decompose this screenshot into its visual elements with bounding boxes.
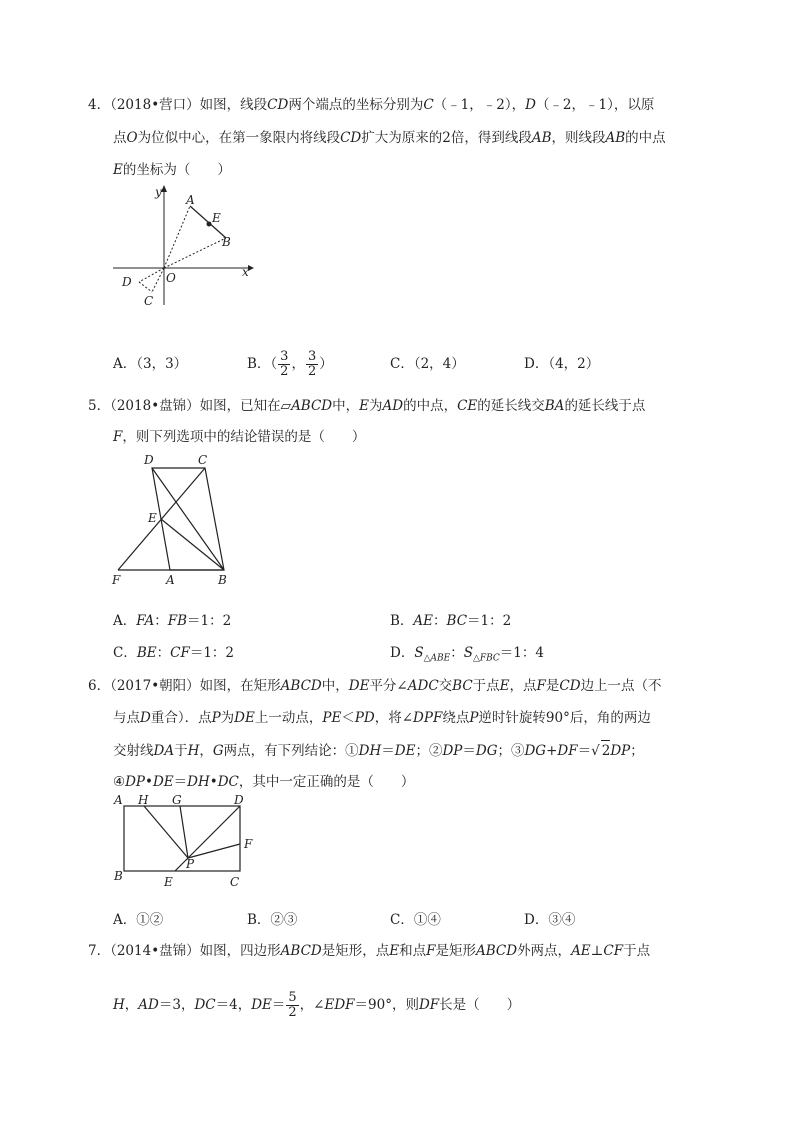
q6-figure [108, 794, 258, 894]
q7-line1: 7．（2014•盘锦）如图，四边形ABCD是矩形，点E和点F是矩形ABCD外两点，AE⊥CF于点 [88, 943, 651, 959]
label-e: E [164, 875, 173, 889]
fraction: $\frac{3}{2}$ [280, 349, 289, 379]
q5-line1: 5．（2018•盘锦）如图，已知在▱ABCD中，E为AD的中点，CE的延长线交BA的延长线于点 [88, 398, 646, 414]
fraction: $\frac{3}{2}$ [307, 349, 317, 379]
q4-option-c[interactable]: C．（2，4） [390, 356, 465, 372]
y-axis-arrow [161, 185, 167, 192]
point-e [207, 222, 212, 227]
q4-option-b[interactable]: B．（ $\frac{3}{2}$ ， $\frac{3}{2}$ ） [247, 349, 333, 379]
q4-option-d[interactable]: D．（4，2） [524, 356, 600, 372]
q6-option-b[interactable]: B．②③ [247, 912, 298, 928]
segment-cd [139, 282, 152, 292]
q5-option-d[interactable]: D．$S_{\triangle ABE}$：$S_{\triangle FBC}=1$：4 [390, 645, 544, 664]
label-c: C [144, 294, 154, 308]
label-d: D [234, 794, 244, 807]
q5-figure [108, 450, 238, 585]
label-b: B [222, 235, 231, 249]
label-a: A [166, 573, 175, 585]
label-b: B [114, 869, 123, 883]
q5-line2: F，则下列选项中的结论错误的是（ ） [113, 429, 366, 445]
label-b: B [218, 573, 227, 585]
q6-option-a[interactable]: A．①② [113, 912, 164, 928]
label-d: D [144, 453, 154, 467]
ray-od [152, 268, 164, 292]
x-axis-arrow [248, 265, 254, 271]
q6-option-c[interactable]: C．①④ [390, 912, 441, 928]
label-a: A [186, 193, 195, 207]
label-e: E [212, 211, 221, 225]
q4-line2: 点O为位似中心，在第一象限内将线段CD扩大为原来的2倍，得到线段AB，则线段AB的中点 [113, 130, 666, 146]
label-o: O [166, 271, 176, 285]
label-f: F [244, 837, 253, 851]
label-e: E [148, 511, 157, 525]
label-a: A [114, 794, 123, 807]
q6-option-d[interactable]: D．③④ [524, 912, 576, 928]
ray-oa [164, 206, 190, 268]
q7-line2: H，AD＝3，DC＝4，DE＝ $\frac{5}{2}$ ，∠EDF＝90°，则DF长是（ ） [113, 990, 521, 1020]
q5-option-b[interactable]: B．AE：BC＝1：2 [390, 613, 512, 629]
q4-line1: 4．（2018•营口）如图，线段CD两个端点的坐标分别为C（﹣1，﹣2），D（﹣2，﹣1），以原 [88, 97, 655, 113]
label-x: x [242, 265, 249, 279]
ray-oc [139, 268, 164, 282]
label-h: H [138, 794, 149, 807]
q4-figure [108, 180, 258, 310]
q6-line3: 交射线DA于H，G两点，有下列结论：①DH＝DE；②DP＝DG；③DG+DF＝√ 2DP； [113, 740, 644, 761]
q6-line4: ④DP•DE＝DH•DC，其中一定正确的是（ ） [113, 774, 415, 790]
label-c: C [198, 453, 208, 467]
fraction-five-halves: $\frac{5}{2}$ [288, 990, 297, 1020]
label-f: F [112, 573, 121, 585]
label-p: P [186, 857, 195, 871]
sqrt-symbol: √ [591, 743, 600, 759]
q4-line3: E的坐标为（ ） [113, 162, 231, 178]
q6-line2: 与点D重合）．点P为DE上一动点，PE＜PD，将∠DPF绕点P逆时针旋转90°后，角的两边 [113, 710, 651, 726]
q6-line1: 6．（2017•朝阳）如图，在矩形ABCD中，DE平分∠ADC交BC于点E，点F是CD边上一点（不 [88, 678, 662, 694]
q5-option-c[interactable]: C．BE：CF＝1：2 [113, 645, 235, 661]
line-eb [161, 519, 224, 570]
label-c: C [230, 875, 240, 889]
ray-ob [164, 238, 226, 268]
label-y: y [155, 185, 162, 199]
label-d: D [122, 275, 132, 289]
label-g: G [172, 794, 182, 807]
diagonal-db [152, 468, 224, 570]
q5-option-a[interactable]: A．FA：FB＝1：2 [113, 613, 232, 629]
q4-option-a[interactable]: A．（3，3） [113, 356, 188, 372]
